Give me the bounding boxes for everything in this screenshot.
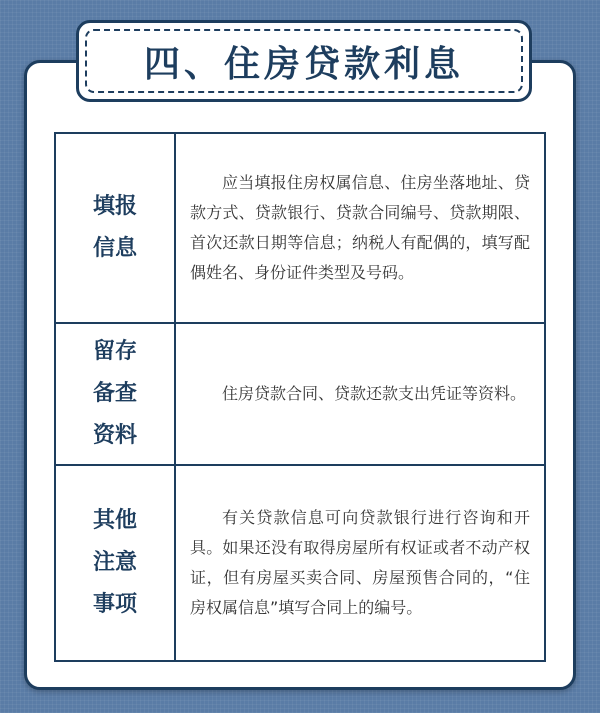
row-label-line: 事项 — [92, 592, 137, 617]
table-row-fill-info — [55, 133, 545, 323]
title-banner — [76, 20, 532, 102]
row-label-line: 注意 — [92, 550, 137, 575]
info-table — [54, 132, 546, 662]
row-label-line: 其他 — [92, 508, 137, 533]
row-content: 有关贷款信息可向贷款银行进行咨询和开具。如果还没有取得房屋所有权证或者不动产权证，但有房屋买卖合同、房屋预售合同的，“住房权属信息”填写合同上的编号。 — [175, 465, 545, 661]
page-title: 四、住房贷款利息 — [143, 43, 464, 85]
row-label — [55, 323, 175, 465]
row-content: 住房贷款合同、贷款还款支出凭证等资料。 — [175, 323, 545, 465]
title-dashed-frame — [85, 29, 523, 93]
row-label — [55, 465, 175, 661]
row-content: 应当填报住房权属信息、住房坐落地址、贷款方式、贷款银行、贷款合同编号、贷款期限、首次还款日期等信息；纳税人有配偶的，填写配偶姓名、身份证件类型及号码。 — [175, 133, 545, 323]
table-row-retained-docs — [55, 323, 545, 465]
row-label-line: 信息 — [92, 236, 137, 261]
row-label — [55, 133, 175, 323]
row-label-line: 填报 — [92, 194, 137, 219]
table-row-other-notes — [55, 465, 545, 661]
row-label-line: 资料 — [92, 423, 137, 448]
row-label-line: 备查 — [92, 381, 137, 406]
row-label-line: 留存 — [92, 339, 137, 364]
